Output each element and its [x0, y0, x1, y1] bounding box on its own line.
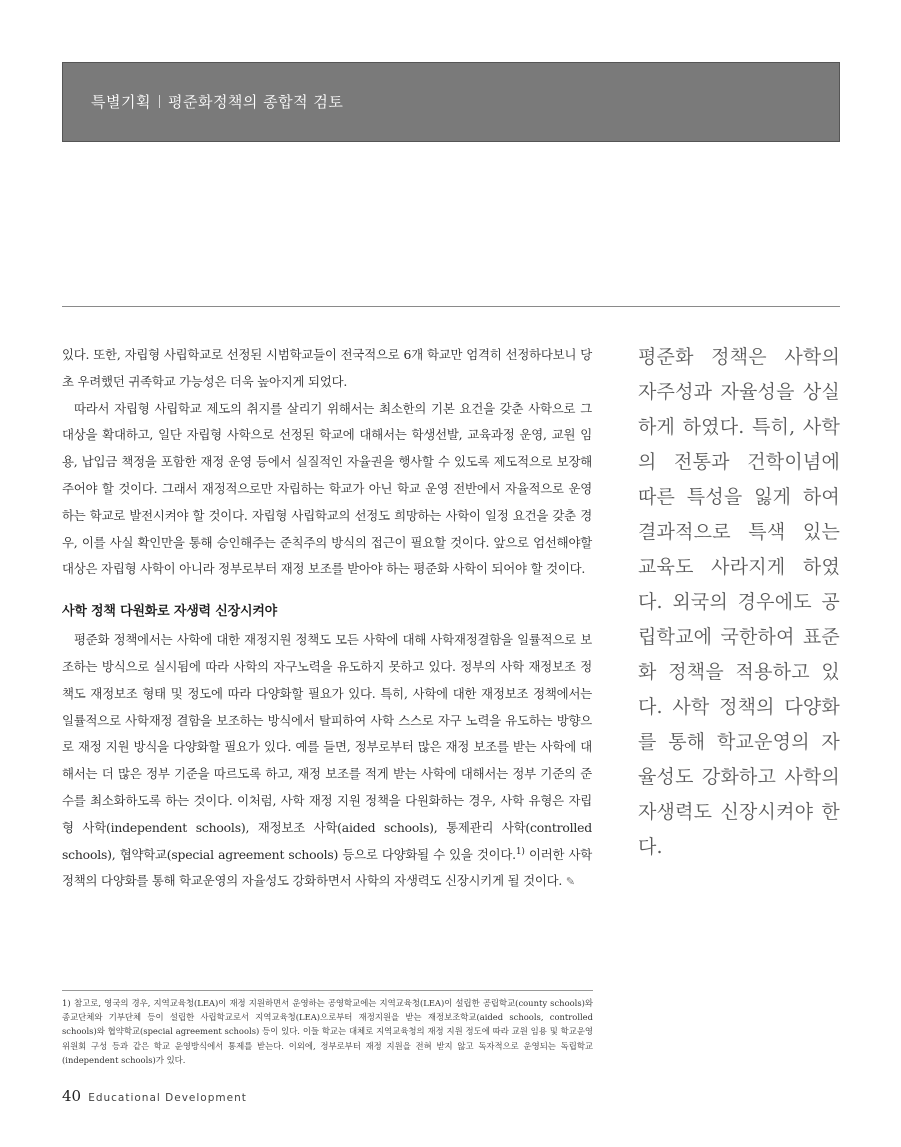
- paragraph-3-part-a: 평준화 정책에서는 사학에 대한 재정지원 정책도 모든 사학에 대해 사학재정결함을 일률적으로 보조하는 방식으로 실시됨에 따라 사학의 자구노력을 유도하지 못하고 있다. 정부의 사학 재정보조 정책도 재정보조 형태 및 정도에 따라 다양화할 필요가 있다. 특히, 사학에 대한 재정보조 정책에서는 일률적으로 사학재정 결함을 보조하는 방식에서 탈피하여 사학 스스로 자구 노력을 유도하는 방향으로 재정 지원 방식을 다양화할 필요가 있다. 예를 들면, 정부로부터 많은 재정 보조를 받는 사학에 대해서는 더 많은 정부 기준을 따르도록 하고, 재정 보조를 적게 받는 사학에 대해서는 정부 기준의 준수를 최소화하도록 하는 것이다. 이처럼, 사학 재정 지원 정책을 다원화하는 경우, 사학 유형은 자립형 사학(independent schools), 재정보조 사학(aided schools), 통제관리 사학(controlled schools), 협약학교(special agreement schools) 등으로 다양화될 수 있을 것이다.: [62, 632, 592, 862]
- header-title-line: [91, 91, 343, 112]
- header-banner: [62, 62, 840, 142]
- section-subheading: 사학 정책 다원화로 자생력 신장시켜야: [62, 604, 278, 620]
- end-of-article-mark: ✎: [565, 875, 575, 889]
- article-body: [62, 342, 592, 896]
- footnote-rule: [62, 990, 593, 991]
- body-paragraph-2: 따라서 자립형 사립학교 제도의 취지를 살리기 위해서는 최소한의 기본 요건을 갖춘 사학으로 그 대상을 확대하고, 일단 자립형 사학으로 선정된 학교에 대해서는 학생선발, 교육과정 운영, 교원 임용, 납입금 책정을 포함한 재정 운영 등에서 실질적인 자율권을 행사할 수 있도록 제도적으로 보장해 주어야 할 것이다. 그래서 재정적으로만 자립하는 학교가 아닌 학교 운영 전반에서 자율적으로 운영하는 학교로 발전시켜야 할 것이다. 자립형 사립학교의 선정도 희망하는 사학이 일정 요건을 갖춘 경우, 이를 사실 확인만을 통해 승인해주는 준칙주의 방식의 접근이 필요할 것이다. 앞으로 엄선해야할 대상은 자립형 사학이 아니라 정부로부터 재정 보조를 받아야 하는 평준화 사학이 되어야 할 것이다.: [62, 400, 592, 577]
- footnote-reference[interactable]: 1): [515, 846, 525, 857]
- journal-name: Educational Development: [88, 1092, 247, 1104]
- top-rule: [62, 306, 840, 307]
- pull-quote: 평준화 정책은 사학의 자주성과 자율성을 상실하게 하였다. 특히, 사학의 전통과 건학이념에 따른 특성을 잃게 하여 결과적으로 특색 있는 교육도 사라지게 하였다. 외국의 경우에도 공립학교에 국한하여 표준화 정책을 적용하고 있다. 사학 정책의 다양화를 통해 학교운영의 자율성도 강화하고 사학의 자생력도 신장시켜야 한다.: [638, 346, 840, 858]
- body-paragraph-3: [62, 627, 592, 896]
- header-divider: [159, 95, 160, 108]
- footnote: [62, 996, 593, 1067]
- body-paragraph-1: 있다. 또한, 자립형 사립학교로 선정된 시범학교들이 전국적으로 6개 학교만 엄격히 선정하다보니 당초 우려했던 귀족학교 가능성은 더욱 높아지게 되었다.: [62, 347, 592, 389]
- page-number: 40: [62, 1087, 82, 1105]
- page-folio: [62, 1086, 247, 1105]
- footnote-number: 1): [62, 998, 71, 1008]
- footnote-text: 참고로, 영국의 경우, 지역교육청(LEA)이 재정 지원하면서 운영하는 공영학교에는 지역교육청(LEA)이 설립한 공립학교(county schools)와 종교단체와 기부단체 등이 설립한 사립학교로서 지역교육청(LEA)으로부터 재정지원을 받는 재정보조학교(aided schools, controlled schools)와 협약학교(special agreement schools) 등이 있다. 이들 학교는 대체로 지역교육청의 재정 지원 정도에 따라 교원 임용 및 학교운영위원회 구성 등과 같은 학교 운영방식에서 통제를 받는다. 이외에, 정부로부터 재정 지원을 전혀 받지 않고 독자적으로 운영되는 독립학교(independent schools)가 있다.: [62, 998, 593, 1065]
- series-title: 평준화정책의 종합적 검토: [167, 93, 344, 111]
- paragraph-3-part-b: 이러한 사학 정책의 다양화를 통해 학교운영의 자율성도 강화하면서 사학의 자생력도 신장시키게 될 것이다.: [62, 846, 592, 889]
- section-label: 특별기획: [91, 93, 151, 111]
